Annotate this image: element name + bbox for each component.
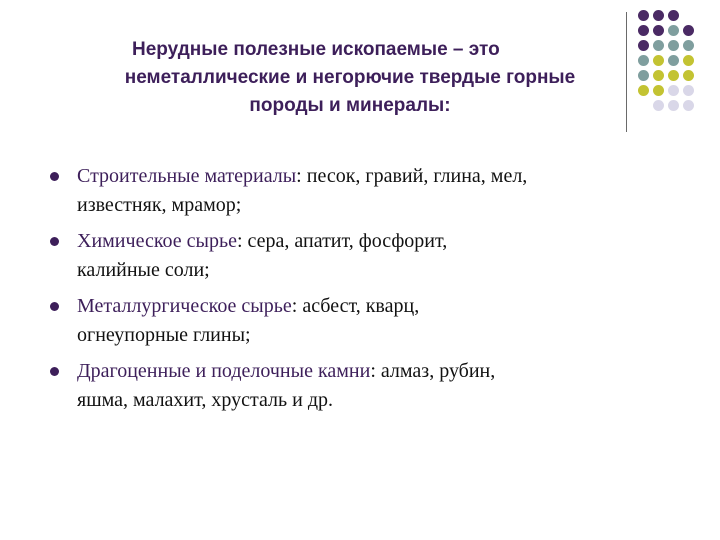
item-values-line-2: калийные соли; bbox=[77, 259, 210, 281]
decorative-dot bbox=[668, 55, 679, 66]
bullet-icon bbox=[50, 237, 59, 246]
item-values-line-2: известняк, мрамор; bbox=[77, 194, 242, 216]
decorative-dot bbox=[668, 100, 679, 111]
decorative-dot bbox=[653, 85, 664, 96]
title-line-1: Нерудные полезные ископаемые – это bbox=[132, 39, 500, 60]
decorative-dot bbox=[683, 100, 694, 111]
decorative-dot bbox=[638, 25, 649, 36]
list-item bbox=[42, 227, 622, 285]
item-term: Химическое сырье bbox=[77, 230, 237, 252]
item-separator: : bbox=[291, 295, 298, 317]
vertical-divider bbox=[626, 12, 627, 132]
item-term: Металлургическое сырье bbox=[77, 295, 292, 317]
decorative-dot bbox=[683, 40, 694, 51]
item-values-line-1: асбест, кварц, bbox=[297, 295, 420, 317]
decorative-dot bbox=[668, 10, 679, 21]
item-values-line-1: песок, гравий, глина, мел, bbox=[301, 165, 528, 187]
title-line-3: породы и минералы: bbox=[249, 95, 451, 116]
decorative-dot bbox=[668, 85, 679, 96]
decorative-dot bbox=[653, 40, 664, 51]
decorative-dot bbox=[683, 70, 694, 81]
decorative-dot bbox=[683, 85, 694, 96]
decorative-dot bbox=[638, 70, 649, 81]
item-values-line-1: сера, апатит, фосфорит, bbox=[242, 230, 448, 252]
item-separator: : bbox=[236, 230, 243, 252]
title-line-2: неметаллические и негорючие твердые горные bbox=[124, 67, 576, 88]
item-separator: : bbox=[296, 165, 302, 187]
decorative-dot bbox=[683, 55, 694, 66]
bullet-icon bbox=[50, 367, 59, 376]
bullet-icon bbox=[50, 302, 59, 311]
list-item bbox=[42, 292, 622, 350]
item-values-line-2: огнеупорные глины; bbox=[77, 324, 251, 346]
decorative-dot bbox=[668, 40, 679, 51]
list-item bbox=[42, 357, 622, 415]
bullet-list bbox=[42, 162, 622, 422]
item-term: Драгоценные и поделочные камни bbox=[77, 360, 371, 382]
decorative-dot bbox=[653, 25, 664, 36]
decorative-dot bbox=[653, 55, 664, 66]
bullet-icon bbox=[50, 172, 59, 181]
decorative-dot bbox=[638, 55, 649, 66]
list-item bbox=[42, 162, 622, 220]
decorative-dot bbox=[653, 100, 664, 111]
decorative-dot bbox=[638, 85, 649, 96]
item-term: Строительные материалы bbox=[77, 165, 297, 187]
item-values-line-2: яшма, малахит, хрусталь и др. bbox=[77, 389, 333, 411]
decorative-dot-grid bbox=[638, 10, 700, 116]
decorative-dot bbox=[668, 25, 679, 36]
item-separator: : bbox=[370, 360, 376, 382]
decorative-dot bbox=[653, 10, 664, 21]
decorative-dot bbox=[668, 70, 679, 81]
decorative-dot bbox=[638, 40, 649, 51]
slide-title bbox=[70, 36, 630, 120]
decorative-dot bbox=[653, 70, 664, 81]
item-values-line-1: алмаз, рубин, bbox=[375, 360, 496, 382]
decorative-dot bbox=[638, 10, 649, 21]
decorative-dot bbox=[683, 25, 694, 36]
